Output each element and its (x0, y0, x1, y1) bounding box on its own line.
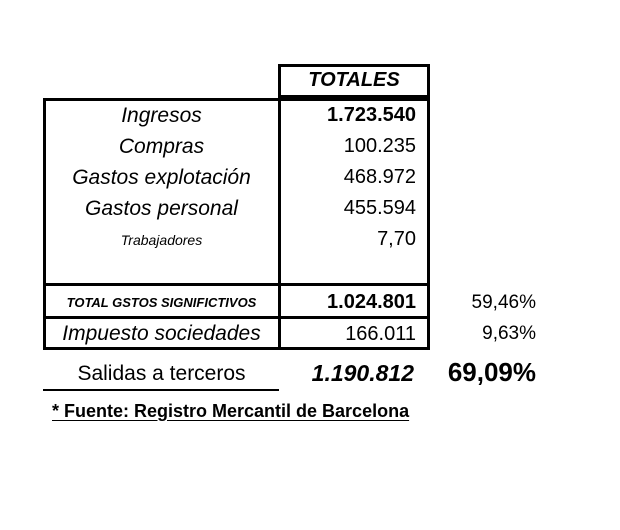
row-total-total-gastos: 1.024.801 (327, 291, 416, 313)
row-pct-impuesto-sociedades: 9,63% (482, 323, 536, 344)
row-total-trabajadores: 7,70 (377, 228, 416, 250)
row-label-gastos-personal: Gastos personal (85, 196, 238, 220)
table-border (278, 64, 281, 350)
row-total-gastos-personal: 455.594 (343, 197, 416, 219)
table-border (43, 283, 430, 286)
table-border (43, 98, 430, 101)
table-border (43, 98, 46, 350)
row-label-ingresos: Ingresos (121, 103, 202, 127)
table-border (427, 64, 430, 350)
row-pct-total-gastos: 59,46% (471, 291, 536, 313)
header-totales: TOTALES (308, 69, 400, 91)
row-label-total-gastos: TOTAL GSTOS SIGNIFICTIVOS (66, 295, 257, 310)
table-border (278, 64, 430, 67)
row-total-gastos-explotacion: 468.972 (343, 166, 416, 188)
row-total-impuesto-sociedades: 166.011 (345, 322, 416, 345)
row-label-impuesto-sociedades: Impuesto sociedades (62, 322, 261, 345)
row-total-compras: 100.235 (343, 135, 416, 157)
source-footnote: * Fuente: Registro Mercantil de Barcelona (52, 400, 410, 421)
summary-pct: 69,09% (447, 356, 536, 387)
table-border (43, 316, 430, 319)
summary-label: Salidas a terceros (77, 362, 246, 385)
row-label-trabajadores: Trabajadores (120, 231, 203, 248)
row-label-compras: Compras (118, 134, 205, 158)
summary-total: 1.190.812 (311, 359, 414, 386)
row-label-gastos-explotacion: Gastos explotación (72, 165, 251, 189)
row-total-ingresos: 1.723.540 (327, 104, 416, 126)
table-border (43, 389, 279, 391)
table-border (43, 347, 430, 350)
